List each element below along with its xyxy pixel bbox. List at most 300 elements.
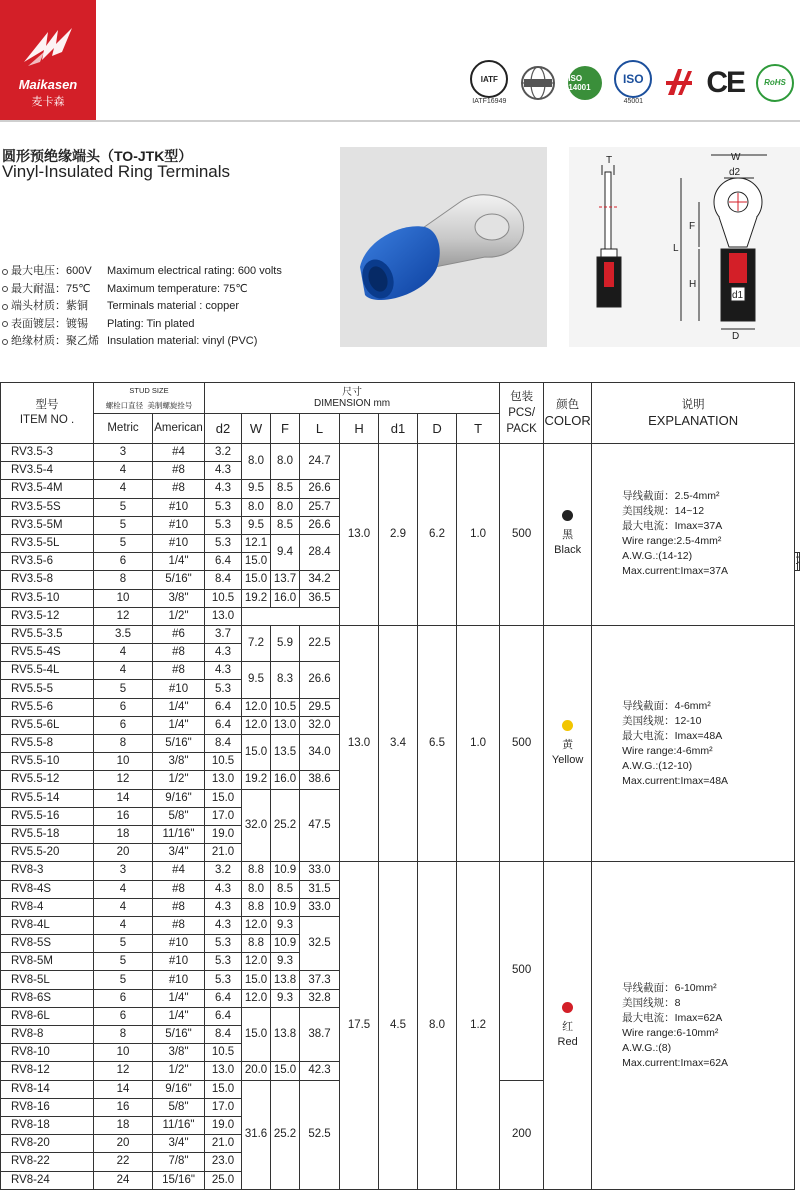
explanation-line: A.W.G.:(8): [622, 1041, 672, 1054]
l-cell: 42.3: [300, 1062, 340, 1080]
f-cell: 5.9: [271, 625, 300, 661]
explanation-line: 最大电流：Imax=62A: [622, 1011, 723, 1024]
f-cell: 8.0: [271, 498, 300, 516]
d2-cell: 6.4: [205, 716, 242, 734]
american-cell: #10: [153, 953, 205, 971]
item-no-cell: RV5.5-6: [1, 698, 94, 716]
col-american: American: [153, 414, 205, 444]
w-cell: 15.0: [242, 971, 271, 989]
d2-cell: 23.0: [205, 1153, 242, 1171]
metric-cell: 12: [94, 1062, 153, 1080]
explanation-cell: [592, 625, 795, 861]
metric-cell: 12: [94, 607, 153, 625]
d2-cell: 13.0: [205, 607, 242, 625]
american-cell: 3/4": [153, 844, 205, 862]
w-cell: 12.1: [242, 534, 271, 552]
american-cell: #8: [153, 880, 205, 898]
d2-cell: 5.3: [205, 516, 242, 534]
item-no-cell: RV8-5L: [1, 971, 94, 989]
american-cell: #10: [153, 935, 205, 953]
svg-text:L: L: [673, 243, 679, 254]
f-cell: 8.3: [271, 662, 300, 698]
d2-cell: 15.0: [205, 789, 242, 807]
american-cell: 1/2": [153, 771, 205, 789]
l-cell: 34.0: [300, 735, 340, 771]
ccc-logo: [664, 65, 694, 101]
l-cell: 22.5: [300, 625, 340, 661]
item-no-cell: RV5.5-6L: [1, 716, 94, 734]
d2-cell: 4.3: [205, 644, 242, 662]
technical-drawing: [569, 147, 800, 347]
d2-cell: 10.5: [205, 1044, 242, 1062]
ce-logo: CE: [706, 65, 744, 99]
metric-cell: 24: [94, 1171, 153, 1189]
item-no-cell: RV8-3: [1, 862, 94, 880]
col-h: H: [340, 414, 379, 444]
f-cell: 13.7: [271, 571, 300, 589]
f-cell: 8.5: [271, 880, 300, 898]
d2-cell: 19.0: [205, 1116, 242, 1134]
explanation-line: Wire range:4-6mm²: [622, 744, 713, 757]
item-no-cell: RV8-5M: [1, 953, 94, 971]
metric-cell: 6: [94, 1007, 153, 1025]
metric-cell: 10: [94, 1044, 153, 1062]
certification-logos: [470, 60, 794, 105]
metric-cell: 3: [94, 862, 153, 880]
color-swatch-icon: [562, 1002, 573, 1013]
metric-cell: 3: [94, 444, 153, 462]
metric-cell: 5: [94, 680, 153, 698]
american-cell: #8: [153, 480, 205, 498]
american-cell: 9/16": [153, 789, 205, 807]
f-cell: 10.9: [271, 862, 300, 880]
metric-cell: 20: [94, 1135, 153, 1153]
metric-cell: 16: [94, 1098, 153, 1116]
l-cell: 38.6: [300, 771, 340, 789]
col-l: L: [300, 414, 340, 444]
color-name-cn: 红: [562, 1020, 574, 1033]
w-cell: 9.5: [242, 516, 271, 534]
d2-cell: 4.3: [205, 662, 242, 680]
metric-cell: 6: [94, 989, 153, 1007]
table-row: [1, 862, 800, 880]
d2-cell: 4.3: [205, 480, 242, 498]
item-no-cell: RV8-4L: [1, 916, 94, 934]
product-photo: [340, 147, 547, 347]
d2-cell: 3.2: [205, 444, 242, 462]
brand-name-cn: 麦卡森: [31, 96, 65, 108]
bullet-icon: [2, 269, 8, 275]
american-cell: #8: [153, 462, 205, 480]
item-no-cell: RV5.5-14: [1, 789, 94, 807]
item-no-cell: RV8-16: [1, 1098, 94, 1116]
item-no-cell: RV5.5-4S: [1, 644, 94, 662]
l-cell: 33.0: [300, 898, 340, 916]
l-cell: 32.5: [300, 916, 340, 971]
d2-cell: 3.2: [205, 862, 242, 880]
f-cell: 8.0: [271, 444, 300, 480]
explanation-line: Max.current:Imax=48A: [622, 774, 729, 787]
american-cell: 5/16": [153, 1026, 205, 1044]
american-cell: 1/2": [153, 607, 205, 625]
item-no-cell: RV3.5-4M: [1, 480, 94, 498]
w-cell: 9.5: [242, 480, 271, 498]
metric-cell: 4: [94, 880, 153, 898]
american-cell: 3/8": [153, 1044, 205, 1062]
item-no-cell: RV8-8: [1, 1026, 94, 1044]
d2-cell: 17.0: [205, 807, 242, 825]
iso14001-logo: ISO 14001: [568, 66, 602, 100]
color-name: Red: [557, 1035, 578, 1048]
american-cell: 7/8": [153, 1153, 205, 1171]
d2-cell: 5.3: [205, 953, 242, 971]
metric-cell: 5: [94, 953, 153, 971]
l-cell: 26.6: [300, 516, 340, 534]
explanation-cell: [592, 862, 795, 1189]
brand-name: Maikasen: [18, 77, 78, 92]
l-cell: 37.3: [300, 971, 340, 989]
american-cell: 5/16": [153, 735, 205, 753]
f-cell: 9.3: [271, 953, 300, 971]
l-cell: 26.6: [300, 480, 340, 498]
american-cell: #10: [153, 498, 205, 516]
explanation-line: A.W.G.:(12-10): [622, 759, 693, 772]
col-t: T: [457, 414, 500, 444]
pack-cell: 500: [500, 444, 544, 626]
d2-cell: 21.0: [205, 844, 242, 862]
globe-cert-icon: [520, 65, 556, 101]
american-cell: 5/8": [153, 807, 205, 825]
d2-cell: 6.4: [205, 698, 242, 716]
metric-cell: 20: [94, 844, 153, 862]
t-cell: 1.0: [457, 625, 500, 861]
spec-table: [0, 382, 800, 1190]
american-cell: #10: [153, 680, 205, 698]
explanation-line: 导线截面：2.5-4mm²: [622, 490, 720, 503]
d2-cell: 3.7: [205, 625, 242, 643]
col-w: W: [242, 414, 271, 444]
l-cell: 24.7: [300, 444, 340, 480]
item-no-cell: RV3.5-6: [1, 553, 94, 571]
item-no-cell: RV3.5-5L: [1, 534, 94, 552]
d1-cell: 2.9: [379, 444, 418, 626]
item-no-cell: RV8-5S: [1, 935, 94, 953]
metric-cell: 5: [94, 935, 153, 953]
w-cell: 12.0: [242, 989, 271, 1007]
bullet-icon: [2, 286, 8, 292]
item-no-cell: RV5.5-4L: [1, 662, 94, 680]
spec-item: 表面镀层：镀锡 Plating: Tin plated: [2, 316, 282, 334]
item-no-cell: RV5.5-3.5: [1, 625, 94, 643]
item-no-cell: RV8-18: [1, 1116, 94, 1134]
w-cell: 12.0: [242, 916, 271, 934]
d2-cell: 5.3: [205, 534, 242, 552]
explanation-cell: [592, 444, 795, 626]
american-cell: 1/4": [153, 989, 205, 1007]
color-cell: [544, 625, 592, 861]
table-row: [1, 444, 800, 462]
d2-cell: 8.4: [205, 571, 242, 589]
item-no-cell: RV8-4S: [1, 880, 94, 898]
explanation-line: 美国线规：8: [622, 996, 681, 1009]
item-no-cell: RV8-20: [1, 1135, 94, 1153]
f-cell: 15.0: [271, 1062, 300, 1080]
metric-cell: 4: [94, 898, 153, 916]
f-cell: 10.9: [271, 935, 300, 953]
d2-cell: 4.3: [205, 880, 242, 898]
bullet-icon: [2, 339, 8, 345]
f-cell: 8.5: [271, 480, 300, 498]
american-cell: #10: [153, 516, 205, 534]
w-cell: 12.0: [242, 716, 271, 734]
pack-cell: 500: [500, 862, 544, 1080]
item-no-cell: RV3.5-3: [1, 444, 94, 462]
item-no-cell: RV8-10: [1, 1044, 94, 1062]
brand-logo: [0, 0, 96, 120]
f-cell: 25.2: [271, 1080, 300, 1189]
item-no-cell: RV3.5-5M: [1, 516, 94, 534]
metric-cell: 6: [94, 553, 153, 571]
l-cell: 34.2: [300, 571, 340, 589]
l-cell: [797, 553, 799, 571]
f-cell: 16.0: [271, 589, 300, 607]
f-cell: 13.5: [271, 735, 300, 771]
rohs-logo: RoHS: [756, 64, 794, 102]
metric-cell: 4: [94, 916, 153, 934]
american-cell: #8: [153, 898, 205, 916]
w-cell: 20.0: [242, 1062, 271, 1080]
svg-text:F: F: [689, 221, 696, 232]
d2-cell: 6.4: [205, 1007, 242, 1025]
d2-cell: 4.3: [205, 462, 242, 480]
explanation-line: 最大电流：Imax=37A: [622, 520, 723, 533]
f-cell: 9.3: [271, 989, 300, 1007]
metric-cell: 8: [94, 571, 153, 589]
d2-cell: 8.4: [205, 1026, 242, 1044]
svg-text:H: H: [689, 279, 697, 290]
spec-item: 端头材质：紫铜 Terminals material : copper: [2, 298, 282, 316]
american-cell: #10: [153, 534, 205, 552]
col-color-header: 颜色 COLOR: [544, 383, 592, 444]
l-cell: 28.4: [300, 534, 340, 570]
l-cell: 47.5: [300, 789, 340, 862]
w-cell: 8.0: [242, 498, 271, 516]
d2-cell: 21.0: [205, 1135, 242, 1153]
american-cell: #8: [153, 662, 205, 680]
d2-cell: 10.5: [205, 753, 242, 771]
explanation-line: 美国线规：14~12: [622, 505, 705, 518]
pack-cell: 500: [500, 625, 544, 861]
explanation-line: 最大电流：Imax=48A: [622, 729, 723, 742]
item-no-cell: RV5.5-18: [1, 825, 94, 843]
metric-cell: 10: [94, 589, 153, 607]
svg-text:d1: d1: [732, 290, 744, 301]
item-no-cell: RV5.5-10: [1, 753, 94, 771]
item-no-cell: RV3.5-12: [1, 607, 94, 625]
col-d: D: [418, 414, 457, 444]
d2-cell: 4.3: [205, 916, 242, 934]
explanation-line: 导线截面：6-10mm²: [622, 981, 717, 994]
item-no-cell: RV3.5-5S: [1, 498, 94, 516]
d2-cell: 17.0: [205, 1098, 242, 1116]
d-cell: 8.0: [418, 862, 457, 1189]
h-cell: 17.5: [340, 862, 379, 1189]
explanation-line: Max.current:Imax=62A: [622, 1056, 729, 1069]
metric-cell: 18: [94, 1116, 153, 1134]
american-cell: #4: [153, 444, 205, 462]
metric-cell: 3.5: [94, 625, 153, 643]
w-cell: 8.0: [242, 880, 271, 898]
f-cell: 8.5: [271, 516, 300, 534]
american-cell: #8: [153, 916, 205, 934]
d2-cell: 5.3: [205, 971, 242, 989]
w-cell: 15.0: [242, 571, 271, 589]
item-no-cell: RV3.5-10: [1, 589, 94, 607]
w-cell: 12.0: [242, 953, 271, 971]
american-cell: 9/16": [153, 1080, 205, 1098]
metric-cell: 4: [94, 644, 153, 662]
item-no-cell: RV8-6L: [1, 1007, 94, 1025]
d2-cell: 5.3: [205, 680, 242, 698]
d2-cell: 6.4: [205, 553, 242, 571]
item-no-cell: RV3.5-8: [1, 571, 94, 589]
iso45001-logo: ISO 45001: [614, 60, 652, 105]
american-cell: #4: [153, 862, 205, 880]
col-item-header: 型号 ITEM NO .: [1, 383, 94, 444]
f-cell: 10.9: [271, 898, 300, 916]
item-no-cell: RV5.5-20: [1, 844, 94, 862]
l-cell: 29.5: [300, 698, 340, 716]
l-cell: 32.0: [300, 716, 340, 734]
explanation-line: 美国线规：12-10: [622, 714, 702, 727]
metric-cell: 4: [94, 480, 153, 498]
svg-text:D: D: [732, 331, 740, 342]
american-cell: 5/8": [153, 1098, 205, 1116]
col-explanation-header: 说明 EXPLANATION: [592, 383, 795, 444]
d2-cell: 8.4: [205, 735, 242, 753]
col-pack-header: 包装 PCS/ PACK: [500, 383, 544, 444]
d2-cell: 10.5: [205, 589, 242, 607]
col-stud-header: STUD SIZE 螺栓口直径 美制螺旋拴号: [94, 383, 205, 414]
d2-cell: 5.3: [205, 498, 242, 516]
iatf-logo: IATF IATF16949: [470, 60, 508, 105]
metric-cell: 18: [94, 825, 153, 843]
d2-cell: 25.0: [205, 1171, 242, 1189]
american-cell: #8: [153, 644, 205, 662]
d-cell: 6.2: [418, 444, 457, 626]
l-cell: 52.5: [300, 1080, 340, 1189]
svg-text:d2: d2: [729, 167, 741, 178]
spec-item: 绝缘材质：聚乙烯 Insulation material: vinyl (PVC): [2, 333, 282, 351]
d-cell: 6.5: [418, 625, 457, 861]
l-cell: 33.0: [300, 862, 340, 880]
svg-text:T: T: [606, 155, 613, 166]
metric-cell: 16: [94, 807, 153, 825]
col-dimension-header: 尺寸 DIMENSION mm: [205, 383, 500, 414]
d1-cell: 3.4: [379, 625, 418, 861]
american-cell: #10: [153, 971, 205, 989]
d2-cell: 13.0: [205, 1062, 242, 1080]
metric-cell: 14: [94, 789, 153, 807]
w-cell: 15.0: [242, 553, 271, 571]
metric-cell: 5: [94, 534, 153, 552]
w-cell: 8.8: [242, 935, 271, 953]
color-name-cn: 黑: [562, 529, 574, 542]
col-metric: Metric: [94, 414, 153, 444]
metric-cell: 10: [94, 753, 153, 771]
american-cell: 3/8": [153, 589, 205, 607]
f-cell: 9.4: [271, 534, 300, 570]
w-cell: 8.8: [242, 898, 271, 916]
american-cell: 1/2": [153, 1062, 205, 1080]
metric-cell: 14: [94, 1080, 153, 1098]
metric-cell: 4: [94, 662, 153, 680]
explanation-line: 导线截面：4-6mm²: [622, 699, 711, 712]
metric-cell: 4: [94, 462, 153, 480]
w-cell: 15.0: [242, 1007, 271, 1062]
l-cell: 32.8: [300, 989, 340, 1007]
l-cell: 38.7: [300, 1007, 340, 1062]
f-cell: 25.2: [271, 789, 300, 862]
w-cell: 15.0: [242, 735, 271, 771]
explanation-line: Wire range:2.5-4mm²: [622, 535, 722, 548]
w-cell: 8.0: [242, 444, 271, 480]
item-no-cell: RV8-12: [1, 1062, 94, 1080]
item-no-cell: RV5.5-12: [1, 771, 94, 789]
t-cell: 1.2: [457, 862, 500, 1189]
item-no-cell: RV8-24: [1, 1171, 94, 1189]
svg-text:W: W: [731, 152, 741, 163]
w-cell: 7.2: [242, 625, 271, 661]
d2-cell: 6.4: [205, 989, 242, 1007]
col-f: F: [271, 414, 300, 444]
american-cell: 1/4": [153, 1007, 205, 1025]
wings-logo-icon: [18, 22, 78, 70]
d2-cell: 4.3: [205, 898, 242, 916]
explanation-line: Max.current:Imax=37A: [622, 565, 729, 578]
d2-cell: 19.0: [205, 825, 242, 843]
item-no-cell: RV8-14: [1, 1080, 94, 1098]
color-name-cn: 黄: [562, 738, 574, 751]
color-swatch-icon: [562, 510, 573, 521]
metric-cell: 8: [94, 1026, 153, 1044]
l-cell: 36.5: [300, 589, 340, 607]
spec-list: [2, 263, 282, 351]
d1-cell: 4.5: [379, 862, 418, 1189]
explanation-line: Wire range:6-10mm²: [622, 1026, 719, 1039]
h-cell: 13.0: [340, 625, 379, 861]
d2-cell: 15.0: [205, 1080, 242, 1098]
american-cell: 1/4": [153, 698, 205, 716]
metric-cell: 12: [94, 771, 153, 789]
f-cell: 16.0: [271, 771, 300, 789]
w-cell: 31.6: [242, 1080, 271, 1189]
w-cell: 8.8: [242, 862, 271, 880]
col-d2: d2: [205, 414, 242, 444]
metric-cell: 22: [94, 1153, 153, 1171]
american-cell: 11/16": [153, 825, 205, 843]
l-cell: 31.5: [300, 880, 340, 898]
color-swatch-icon: [562, 720, 573, 731]
bullet-icon: [2, 321, 8, 327]
american-cell: 15/16": [153, 1171, 205, 1189]
w-cell: 19.2: [242, 589, 271, 607]
page-title-cn: 圆形预绝缘端头（TO-JTK型）: [2, 148, 193, 164]
item-no-cell: RV3.5-4: [1, 462, 94, 480]
item-no-cell: RV5.5-16: [1, 807, 94, 825]
f-cell: 9.3: [271, 916, 300, 934]
color-name: Yellow: [551, 753, 584, 766]
